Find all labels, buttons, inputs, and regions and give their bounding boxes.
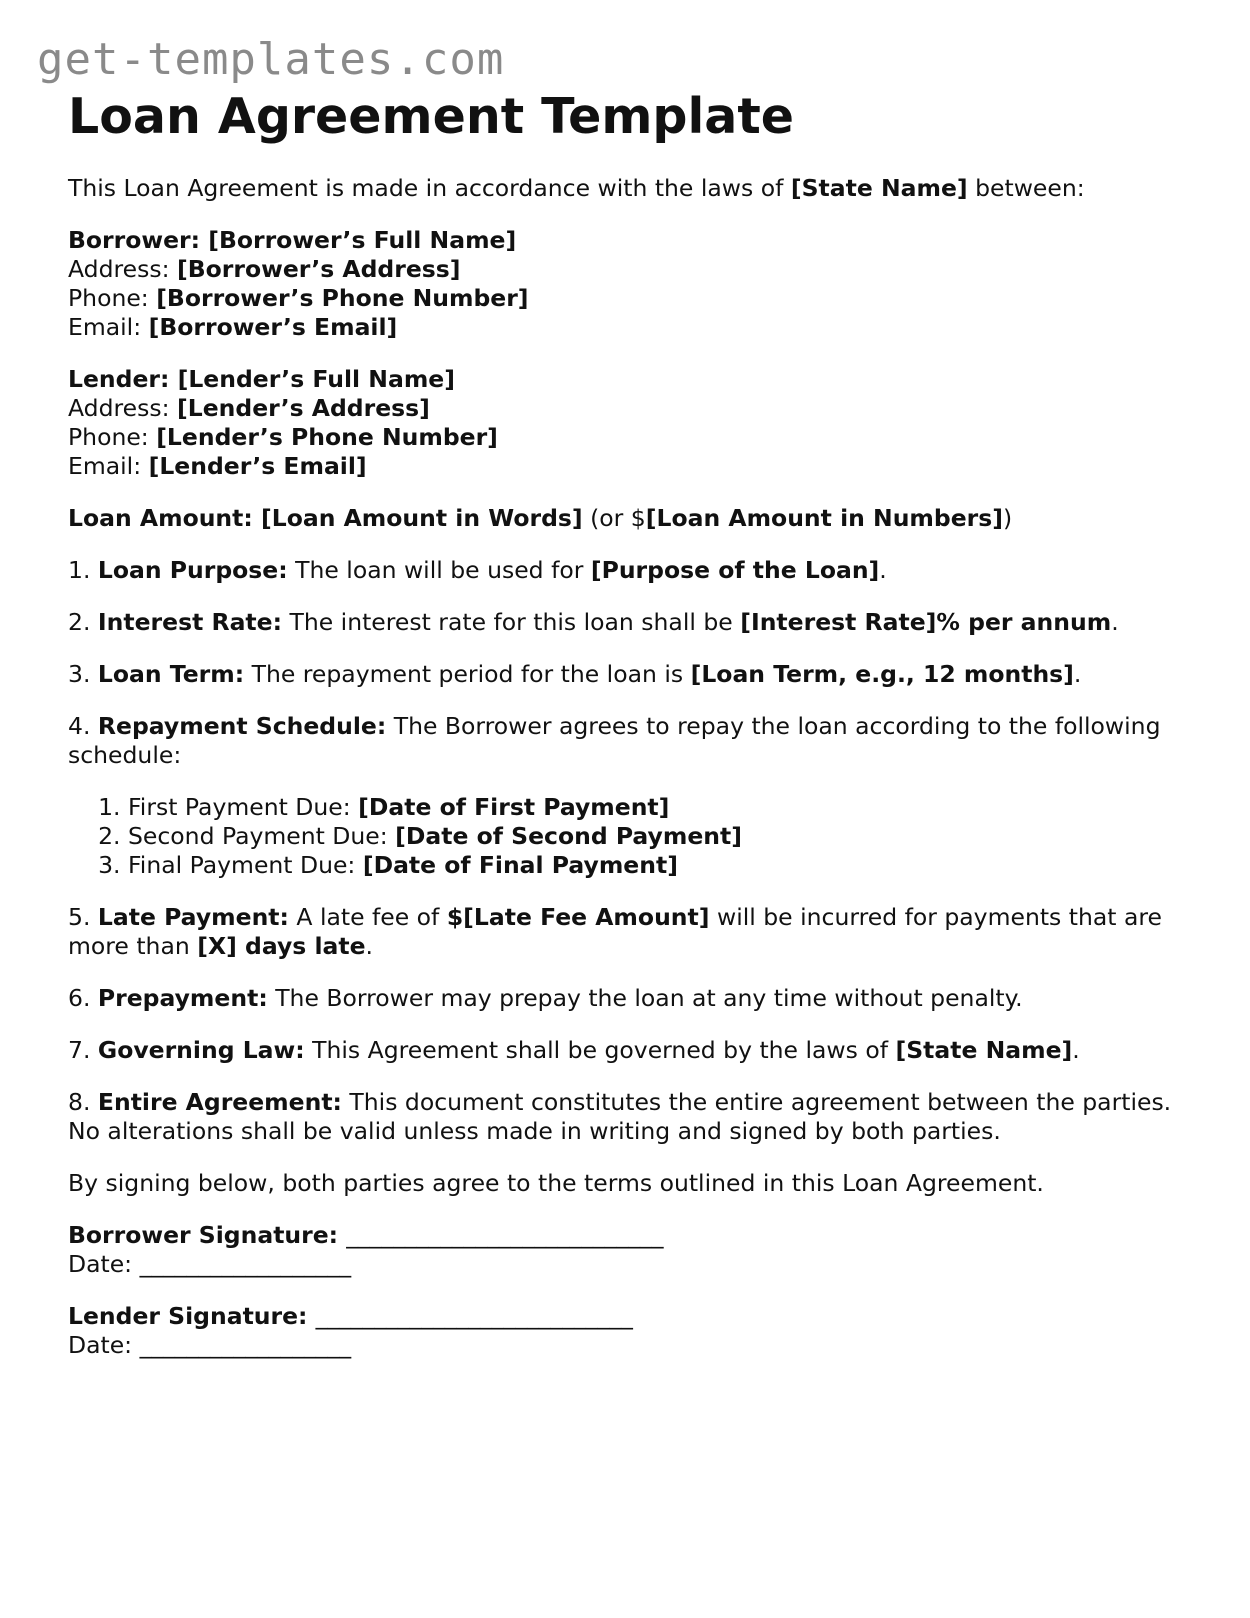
borrower-name-line	[68, 226, 1188, 255]
payment-date-field: [Date of Final Payment]	[362, 851, 678, 879]
borrower-email-label: Email:	[68, 313, 149, 341]
borrower-phone-label: Phone:	[68, 284, 157, 312]
clause-number: 3.	[68, 660, 98, 688]
loan-term-field: [Loan Term, e.g., 12 months]	[690, 660, 1074, 688]
list-item	[128, 822, 1188, 851]
clause-text: The Borrower may prepay the loan at any time without penalty.	[267, 984, 1023, 1012]
intro-paragraph	[68, 174, 1188, 203]
interest-rate-field: [Interest Rate]% per annum	[740, 608, 1112, 636]
borrower-signature-field: ___________________________	[346, 1221, 664, 1249]
payment-date-field: [Date of Second Payment]	[395, 822, 742, 850]
lender-block	[68, 365, 1188, 481]
clause-number: 7.	[68, 1036, 98, 1064]
clause-loan-purpose	[68, 556, 1188, 585]
clause-text: The loan will be used for	[287, 556, 591, 584]
loan-amount-label: Loan Amount:	[68, 504, 261, 532]
late-days-field: [X] days late	[197, 932, 366, 960]
clause-number: 5.	[68, 903, 98, 931]
clause-end: .	[879, 556, 887, 584]
list-item	[128, 793, 1188, 822]
clause-end: .	[365, 932, 374, 960]
late-fee-field: $[Late Fee Amount]	[446, 903, 710, 931]
lender-label: Lender:	[68, 365, 178, 393]
lender-email-field: [Lender’s Email]	[148, 452, 367, 480]
clause-number: 8.	[68, 1088, 98, 1116]
closing-statement: By signing below, both parties agree to the terms outlined in this Loan Agreement.	[68, 1169, 1044, 1197]
payment-label: Final Payment Due:	[128, 851, 363, 879]
clause-number: 2.	[68, 608, 98, 636]
lender-name-field: [Lender’s Full Name]	[177, 365, 455, 393]
intro-state-field: [State Name]	[790, 174, 968, 202]
clause-heading: Late Payment:	[97, 903, 289, 931]
payment-date-field: [Date of First Payment]	[358, 793, 670, 821]
lender-email-line	[68, 452, 1188, 481]
clause-end: .	[1111, 608, 1119, 636]
clause-text: This Agreement shall be governed by the laws of	[304, 1036, 896, 1064]
payment-label: Second Payment Due:	[128, 822, 396, 850]
governing-state-field: [State Name]	[895, 1036, 1073, 1064]
loan-amount-middle: (or $	[582, 504, 646, 532]
lender-signature-label: Lender Signature:	[68, 1302, 316, 1330]
clause-late-payment	[68, 903, 1188, 961]
lender-signature-field: ___________________________	[315, 1302, 633, 1330]
clause-text: The Borrower agrees to repay the loan according to the following schedule:	[68, 712, 1161, 769]
list-item	[128, 851, 1188, 880]
clause-text: A late fee of	[288, 903, 447, 931]
lender-address-field: [Lender’s Address]	[176, 394, 430, 422]
clause-heading: Entire Agreement:	[97, 1088, 342, 1116]
payment-label: First Payment Due:	[128, 793, 359, 821]
watermark: get-templates.com	[37, 34, 505, 85]
borrower-phone-field: [Borrower’s Phone Number]	[156, 284, 529, 312]
loan-amount-words-field: [Loan Amount in Words]	[260, 504, 583, 532]
lender-date-label: Date:	[68, 1331, 140, 1359]
document-body	[68, 88, 1188, 1360]
clause-governing-law	[68, 1036, 1188, 1065]
clause-heading: Interest Rate:	[97, 608, 283, 636]
clause-repayment-schedule	[68, 712, 1188, 770]
clause-number: 4.	[68, 712, 98, 740]
lender-address-line	[68, 394, 1188, 423]
borrower-signature-line	[68, 1221, 1188, 1250]
clause-text: will be incurred for payments that are more than	[68, 903, 1162, 960]
clause-end: .	[1072, 1036, 1080, 1064]
borrower-phone-line	[68, 284, 1188, 313]
payment-schedule-list	[68, 793, 1188, 880]
lender-date-line	[68, 1331, 1188, 1360]
clause-heading: Loan Purpose:	[97, 556, 288, 584]
lender-address-label: Address:	[68, 394, 177, 422]
clause-heading: Prepayment:	[97, 984, 268, 1012]
clause-loan-term	[68, 660, 1188, 689]
borrower-signature-label: Borrower Signature:	[68, 1221, 347, 1249]
borrower-date-line	[68, 1250, 1188, 1279]
clause-entire-agreement	[68, 1088, 1188, 1146]
lender-name-line	[68, 365, 1188, 394]
borrower-name-field: [Borrower’s Full Name]	[208, 226, 517, 254]
borrower-block	[68, 226, 1188, 342]
clause-number: 1.	[68, 556, 98, 584]
lender-phone-field: [Lender’s Phone Number]	[156, 423, 498, 451]
lender-date-field: __________________	[139, 1331, 352, 1359]
clause-text: This document constitutes the entire agreement between the parties. No alterations shall be valid unless made in writing and signed by both parties.	[68, 1088, 1172, 1145]
borrower-email-field: [Borrower’s Email]	[148, 313, 398, 341]
lender-phone-line	[68, 423, 1188, 452]
borrower-date-label: Date:	[68, 1250, 140, 1278]
clause-heading: Loan Term:	[97, 660, 245, 688]
clause-end: .	[1073, 660, 1082, 688]
purpose-field: [Purpose of the Loan]	[590, 556, 880, 584]
intro-text: This Loan Agreement is made in accordance with the laws of	[68, 174, 791, 202]
loan-amount-numbers-field: [Loan Amount in Numbers]	[645, 504, 1004, 532]
document-title: Loan Agreement Template	[68, 88, 794, 145]
clause-text: The interest rate for this loan shall be	[282, 608, 741, 636]
lender-signature-line	[68, 1302, 1188, 1331]
intro-text-end: between:	[967, 174, 1085, 202]
clause-heading: Governing Law:	[97, 1036, 305, 1064]
clause-heading: Repayment Schedule:	[97, 712, 387, 740]
borrower-signature-block	[68, 1221, 1188, 1279]
borrower-address-line	[68, 255, 1188, 284]
borrower-address-label: Address:	[68, 255, 177, 283]
lender-signature-block	[68, 1302, 1188, 1360]
clause-text: The repayment period for the loan is	[244, 660, 691, 688]
lender-phone-label: Phone:	[68, 423, 157, 451]
loan-amount-line	[68, 504, 1188, 533]
lender-email-label: Email:	[68, 452, 149, 480]
borrower-email-line	[68, 313, 1188, 342]
clause-interest-rate	[68, 608, 1188, 637]
clause-prepayment	[68, 984, 1188, 1013]
clause-number: 6.	[68, 984, 98, 1012]
borrower-label: Borrower:	[68, 226, 209, 254]
borrower-address-field: [Borrower’s Address]	[176, 255, 461, 283]
borrower-date-field: __________________	[139, 1250, 352, 1278]
loan-amount-end: )	[1003, 504, 1013, 532]
